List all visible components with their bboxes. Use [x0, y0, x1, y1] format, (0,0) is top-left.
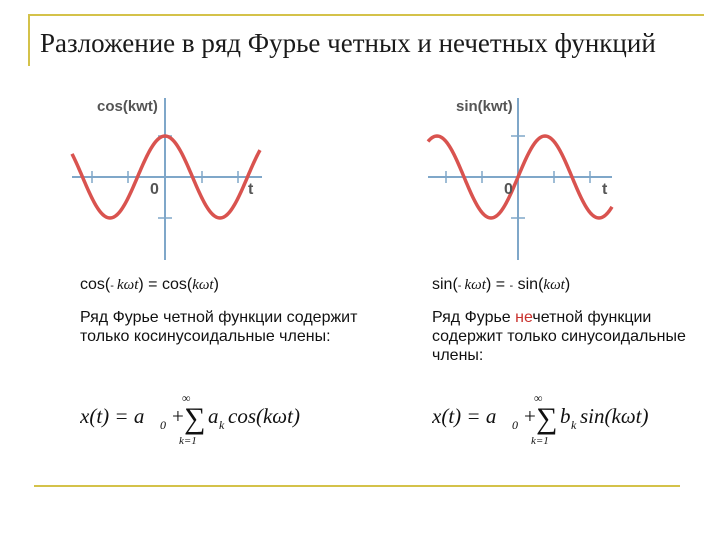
- svg-text:x(t) = a: x(t) = a: [432, 404, 497, 428]
- svg-text:k: k: [571, 418, 577, 432]
- even-description: Ряд Фурье четной функции содержит только косинусоидальные члены:: [80, 309, 358, 345]
- highlight-ne: не: [515, 309, 533, 326]
- sin-graph: [426, 90, 626, 265]
- svg-text:+: +: [172, 404, 184, 428]
- svg-text:x(t) = a: x(t) = a: [80, 404, 145, 428]
- svg-text:a: a: [208, 404, 219, 428]
- frame-bottom-line: [34, 485, 680, 487]
- svg-text:∑: ∑: [184, 402, 206, 435]
- svg-text:+: +: [524, 404, 536, 428]
- svg-text:∞: ∞: [182, 392, 191, 405]
- sin-t-label: t: [602, 181, 608, 198]
- svg-text:0: 0: [512, 418, 518, 432]
- odd-description: Ряд Фурье нечетной функции содержит только синусоидальные члены:: [432, 309, 686, 364]
- svg-text:b: b: [560, 404, 571, 428]
- cos-identity: cos(- kωt) = cos(kωt): [80, 276, 219, 293]
- sin-origin-label: 0: [504, 181, 513, 198]
- frame-top-line: [28, 14, 704, 16]
- svg-text:∑: ∑: [536, 402, 558, 435]
- slide-title: Разложение в ряд Фурье четных и нечетных функций: [40, 28, 656, 58]
- svg-text:k: k: [219, 418, 225, 432]
- svg-text:0: 0: [160, 418, 166, 432]
- cos-origin-label: 0: [150, 181, 159, 198]
- svg-text:cos(kωt): cos(kωt): [228, 404, 300, 428]
- svg-text:k=1: k=1: [179, 435, 197, 447]
- frame-left-line: [28, 14, 30, 66]
- sin-series-formula: [432, 392, 672, 452]
- svg-text:∞: ∞: [534, 392, 543, 405]
- cos-graph-title: cos(kwt): [97, 98, 158, 115]
- cos-graph: [70, 90, 270, 265]
- sin-identity: sin(- kωt) = - sin(kωt): [432, 276, 571, 293]
- cos-series-formula: [80, 392, 320, 452]
- cos-t-label: t: [248, 181, 254, 198]
- svg-text:k=1: k=1: [531, 435, 549, 447]
- svg-text:sin(kωt): sin(kωt): [580, 404, 649, 428]
- sin-graph-title: sin(kwt): [456, 98, 513, 115]
